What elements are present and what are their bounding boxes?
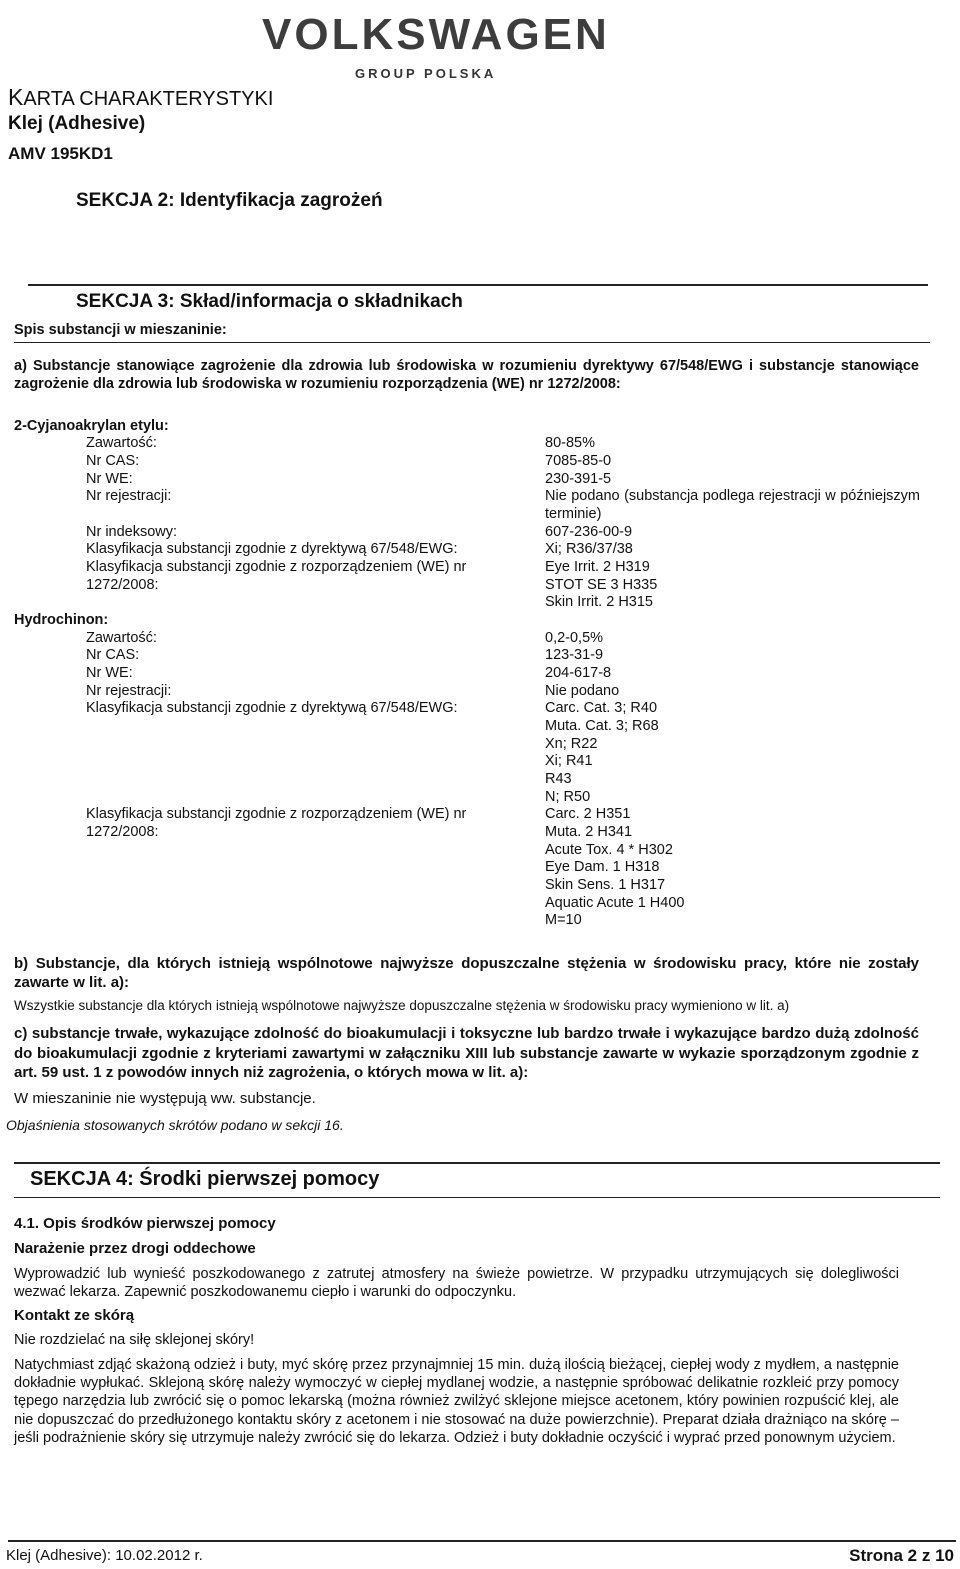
substance1-label-4: Nr indeksowy:	[86, 524, 178, 540]
substance2-label-1: Nr CAS:	[86, 647, 140, 663]
substance1-value-3: Nie podano (substancja podlega rejestracji w późniejszym terminie)	[545, 488, 920, 522]
substance2-value-5-line-6: M=10	[545, 912, 582, 928]
document-title	[8, 84, 273, 111]
substance2-value-3: Nie podano	[545, 683, 620, 699]
inhalation-heading: Narażenie przez drogi oddechowe	[14, 1240, 256, 1257]
substance1-label-3: Nr rejestracji:	[86, 488, 172, 504]
product-name: Klej (Adhesive)	[8, 113, 146, 134]
substance2-label-2: Nr WE:	[86, 665, 133, 681]
section2-title: SEKCJA 2: Identyfikacja zagrożeń	[76, 190, 383, 211]
footer-page-number: Strona 2 z 10	[849, 1546, 954, 1565]
substance2-value-4-line-3: Xi; R41	[545, 753, 593, 769]
substance1-value-1: 7085-85-0	[545, 453, 612, 469]
substance1-value-6-line-2: Skin Irrit. 2 H315	[545, 594, 653, 610]
substance1-value-6-line-1: STOT SE 3 H335	[545, 577, 658, 593]
substance1-label-5: Klasyfikacja substancji zgodnie z dyrektywą 67/548/EWG:	[86, 541, 458, 557]
logo-brand: VOLKSWAGEN	[262, 10, 610, 59]
abbreviations-footnote: Objaśnienia stosowanych skrótów podano w sekcji 16.	[6, 1117, 344, 1133]
substance2-value-4-line-1: Muta. Cat. 3; R68	[545, 718, 659, 734]
substance2-value-5-line-1: Muta. 2 H341	[545, 824, 633, 840]
substance1-label-2: Nr WE:	[86, 471, 133, 487]
mixture-list-heading: Spis substancji w mieszaninie:	[14, 322, 227, 338]
substance2-name: Hydrochinon:	[14, 612, 109, 628]
skin-text-1: Nie rozdzielać na siłę sklejonej skóry!	[14, 1332, 255, 1348]
section-divider	[28, 284, 928, 286]
section4-title: SEKCJA 4: Środki pierwszej pomocy	[30, 1168, 380, 1190]
substance2-value-5-line-5: Aquatic Acute 1 H400	[545, 895, 685, 911]
substance1-value-5: Xi; R36/37/38	[545, 541, 633, 557]
substance1-value-6-line-0: Eye Irrit. 2 H319	[545, 559, 650, 575]
substance2-value-2: 204-617-8	[545, 665, 612, 681]
substance1-value-4: 607-236-00-9	[545, 524, 633, 540]
substance2-value-4-line-2: Xn; R22	[545, 736, 598, 752]
inhalation-text: Wyprowadzić lub wynieść poszkodowanego z zatrutej atmosfery na świeże powietrze. W przypadku utrzymujących się dolegliwości wezwać lekarza. Zapewnić poszkodowanemu ciepło i warunki do odpoczynku.	[14, 1266, 899, 1300]
skin-heading: Kontakt ze skórą	[14, 1307, 135, 1324]
section4-subtitle: 4.1. Opis środków pierwszej pomocy	[14, 1215, 276, 1232]
substance1-value-0: 80-85%	[545, 435, 595, 451]
substance2-value-1: 123-31-9	[545, 647, 604, 663]
section3-title: SEKCJA 3: Skład/informacja o składnikach	[76, 291, 463, 312]
doc-title-first-letter: K	[8, 84, 24, 110]
section-divider	[14, 1162, 940, 1164]
substance1-label-0: Zawartość:	[86, 435, 157, 451]
part-c-heading: c) substancje trwałe, wykazujące zdolność do bioakumulacji i toksyczne lub bardzo trwałe i wykazujące bardzo dużą zdolność do bioakumulacji zgodnie z kryteriami zawartymi w załączniku XIII lub substancje zawarte w wykazie sporządzonym zgodnie z art. 59 ust. 1 z powodów innych niż zagrożenia, o których mowa w lit. a):	[14, 1025, 919, 1081]
substance2-value-5-line-4: Skin Sens. 1 H317	[545, 877, 666, 893]
logo-subtitle: GROUP POLSKA	[355, 66, 497, 81]
section4-underline	[14, 1197, 940, 1198]
substance2-label-4: Klasyfikacja substancji zgodnie z dyrektywą 67/548/EWG:	[86, 700, 458, 716]
part-c-text: W mieszaninie nie występują ww. substancje.	[14, 1090, 316, 1107]
substance2-value-5-line-0: Carc. 2 H351	[545, 806, 631, 822]
substance2-label-3: Nr rejestracji:	[86, 683, 172, 699]
product-code: AMV 195KD1	[8, 144, 113, 163]
substance1-value-2: 230-391-5	[545, 471, 612, 487]
substance2-label-0: Zawartość:	[86, 630, 157, 646]
substance2-value-5-line-3: Eye Dam. 1 H318	[545, 859, 660, 875]
list-divider	[14, 342, 930, 343]
substance2-label-5: Klasyfikacja substancji zgodnie z rozporządzeniem (WE) nr 1272/2008:	[86, 806, 467, 840]
substance2-value-4-line-5: N; R50	[545, 789, 591, 805]
footer-divider	[8, 1540, 956, 1542]
part-b-text: Wszystkie substancje dla których istnieją wspólnotowe najwyższe dopuszczalne stężenia w środowisku pracy wymieniono w lit. a)	[14, 998, 790, 1013]
substance1-name: 2-Cyjanoakrylan etylu:	[14, 418, 169, 434]
skin-text-2: Natychmiast zdjąć skażoną odzież i buty, myć skórę przez przynajmniej 15 min. dużą ilością bieżącej, ciepłej wody z mydłem, a następnie dokładnie wypłukać. Sklejoną skórę należy wymoczyć w ciepłej mydlanej wodzie, a następnie spróbować delikatnie rozkleić przy pomocy tępego narzędzia lub zwrócić się o pomoc lekarską (można również zwilżyć sklejone miejsce acetonem, który powinien rozpuścić klej, ale nie dopuszczać do przedłużonego kontaktu skóry z acetonem i nie stosować na duże powierzchnie). Preparat działa drażniąco na skórę – jeśli podrażnienie skóry się utrzymuje należy zwrócić się do lekarza. Odzież i buty dokładnie oczyścić i wyprać przed ponownym użyciem.	[14, 1357, 899, 1446]
substance2-value-5-line-2: Acute Tox. 4 * H302	[545, 842, 673, 858]
substance2-value-4-line-0: Carc. Cat. 3; R40	[545, 700, 658, 716]
substance1-label-6: Klasyfikacja substancji zgodnie z rozporządzeniem (WE) nr 1272/2008:	[86, 559, 467, 593]
substance2-value-4-line-4: R43	[545, 771, 572, 787]
footer-date: Klej (Adhesive): 10.02.2012 r.	[6, 1547, 203, 1564]
substance1-label-1: Nr CAS:	[86, 453, 140, 469]
part-a-heading: a) Substancje stanowiące zagrożenie dla zdrowia lub środowiska w rozumieniu dyrektywy 67/548/EWG i substancje stanowiące zagrożenie dla zdrowia lub środowiska w rozumieniu rozporządzenia (WE) nr 1272/2008:	[14, 358, 919, 392]
part-b-heading: b) Substancje, dla których istnieją wspólnotowe najwyższe dopuszczalne stężenia w środowisku pracy, które nie zostały zawarte w lit. a):	[14, 955, 919, 991]
substance2-value-0: 0,2-0,5%	[545, 630, 604, 646]
doc-title-rest: ARTA CHARAKTERYSTYKI	[23, 88, 274, 110]
